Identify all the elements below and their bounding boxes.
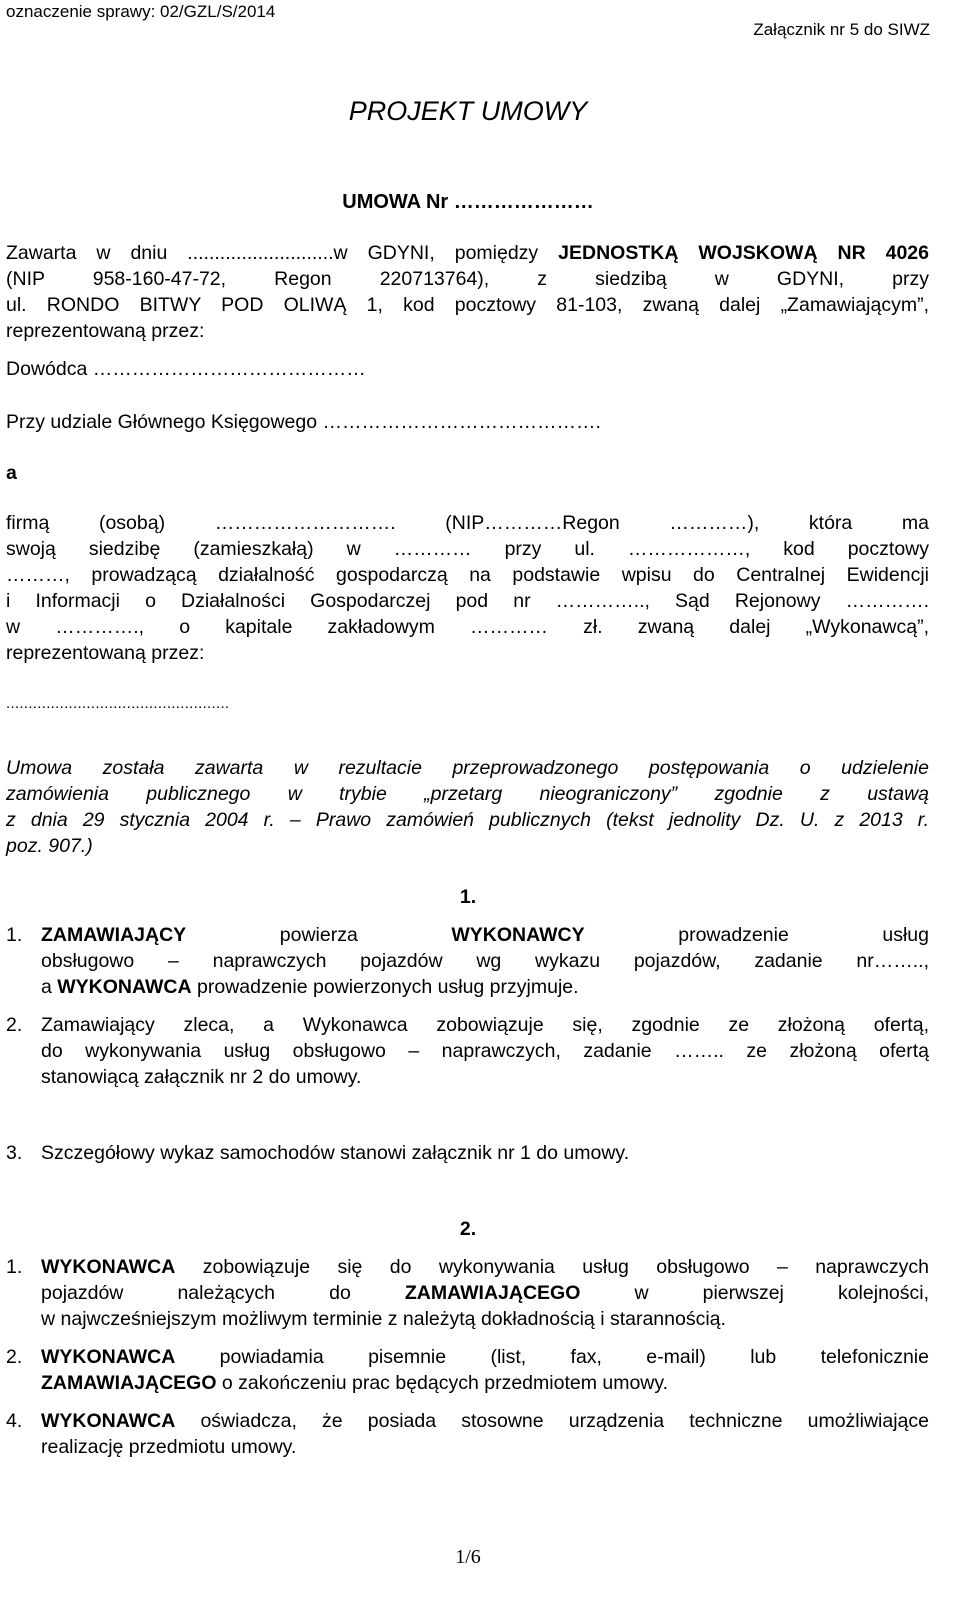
basis-line2: zamówienia publicznego w trybie „przetarg nieograniczony” zgodnie z ustawą (6, 783, 929, 805)
s2-item2-line2: ZAMAWIAJĄCEGO o zakończeniu prac będących przedmiotem umowy. (41, 1372, 669, 1394)
page-number: 1/6 (455, 1546, 481, 1568)
s1-item3-line1: Szczegółowy wykaz samochodów stanowi załącznik nr 1 do umowy. (41, 1142, 630, 1164)
party2-line5: w …………., o kapitale zakładowym ………… zł. zwaną dalej „Wykonawcą”, (6, 616, 929, 638)
s2-item1-line2: pojazdów należących do ZAMAWIAJĄCEGO w pierwszej kolejności, (41, 1282, 930, 1304)
party2-line2: swoją siedzibę (zamieszkałą) w ………… przy ul. ………………, kod pocztowy (6, 538, 929, 560)
s1-item3-number: 3. (6, 1142, 23, 1164)
s1-item1-line1: ZAMAWIAJĄCY powierza WYKONAWCY prowadzenie usług (41, 924, 930, 946)
s1-item2-line3: stanowiącą załącznik nr 2 do umowy. (41, 1066, 362, 1088)
s1-item1-number: 1. (6, 924, 23, 946)
contract-number: UMOWA Nr ………………… (342, 191, 594, 213)
conjunction-a: a (6, 462, 17, 484)
s2-item4-number: 4. (6, 1410, 23, 1432)
s1-item2-line2: do wykonywania usług obsługowo – naprawczych, zadanie …….. ze złożoną ofertą (41, 1040, 929, 1062)
party2-line6: reprezentowaną przez: (6, 642, 205, 664)
s2-item4-line1: WYKONAWCA oświadcza, że posiada stosowne urządzenia techniczne umożliwiające (41, 1410, 929, 1432)
party2-line1: firmą (osobą) ………………………. (NIP…………Regon …………), która ma (6, 512, 929, 534)
party2-line4: i Informacji o Działalności Gospodarczej pod nr ………….., Sąd Rejonowy …………. (6, 590, 929, 612)
document-title: PROJEKT UMOWY (348, 96, 588, 126)
party1-line1: Zawarta w dniu ...........................w GDYNI, pomiędzy JEDNOSTKĄ WOJSKOWĄ NR 4026 (6, 242, 929, 264)
party1-line4: reprezentowaną przez: (6, 320, 205, 342)
s1-item1-line2: obsługowo – naprawczych pojazdów wg wykazu pojazdów, zadanie nr…….., (41, 950, 929, 972)
s1-item2-number: 2. (6, 1014, 23, 1036)
party1-line3: ul. RONDO BITWY POD OLIWĄ 1, kod pocztowy 81-103, zwaną dalej „Zamawiającym”, (6, 294, 929, 316)
basis-line4: poz. 907.) (6, 835, 93, 857)
case-reference: oznaczenie sprawy: 02/GZL/S/2014 (6, 2, 276, 21)
basis-line3: z dnia 29 stycznia 2004 r. – Prawo zamówień publicznych (tekst jednolity Dz. U. z 2013 r. (6, 809, 929, 831)
s2-item4-line2: realizację przedmiotu umowy. (41, 1436, 297, 1458)
section-1-heading: 1. (459, 886, 477, 908)
accountant-line: Przy udziale Głównego Księgowego ……………………………………. (6, 411, 601, 433)
s2-item1-number: 1. (6, 1256, 23, 1278)
s2-item1-line1: WYKONAWCA zobowiązuje się do wykonywania usług obsługowo – naprawczych (41, 1256, 929, 1278)
signature-dots: .................................................. (6, 695, 230, 712)
section-2-heading: 2. (459, 1218, 477, 1240)
party2-line3: ………, prowadzącą działalność gospodarczą na podstawie wpisu do Centralnej Ewidencji (6, 564, 929, 586)
s2-item1-line3: w najwcześniejszym możliwym terminie z należytą dokładnością i starannością. (41, 1308, 726, 1330)
s1-item1-line3: a WYKONAWCA prowadzenie powierzonych usług przyjmuje. (41, 976, 579, 998)
annex-label: Załącznik nr 5 do SIWZ (753, 20, 930, 39)
commander-line: Dowódca …………………………………… (6, 358, 366, 380)
party1-line2: (NIP 958-160-47-72, Regon 220713764), z siedzibą w GDYNI, przy (6, 268, 929, 290)
s2-item2-line1: WYKONAWCA powiadamia pisemnie (list, fax, e-mail) lub telefonicznie (41, 1346, 929, 1368)
s1-item2-line1: Zamawiający zleca, a Wykonawca zobowiązuje się, zgodnie ze złożoną ofertą, (41, 1014, 929, 1036)
s2-item2-number: 2. (6, 1346, 23, 1368)
basis-line1: Umowa została zawarta w rezultacie przeprowadzonego postępowania o udzielenie (6, 757, 929, 779)
